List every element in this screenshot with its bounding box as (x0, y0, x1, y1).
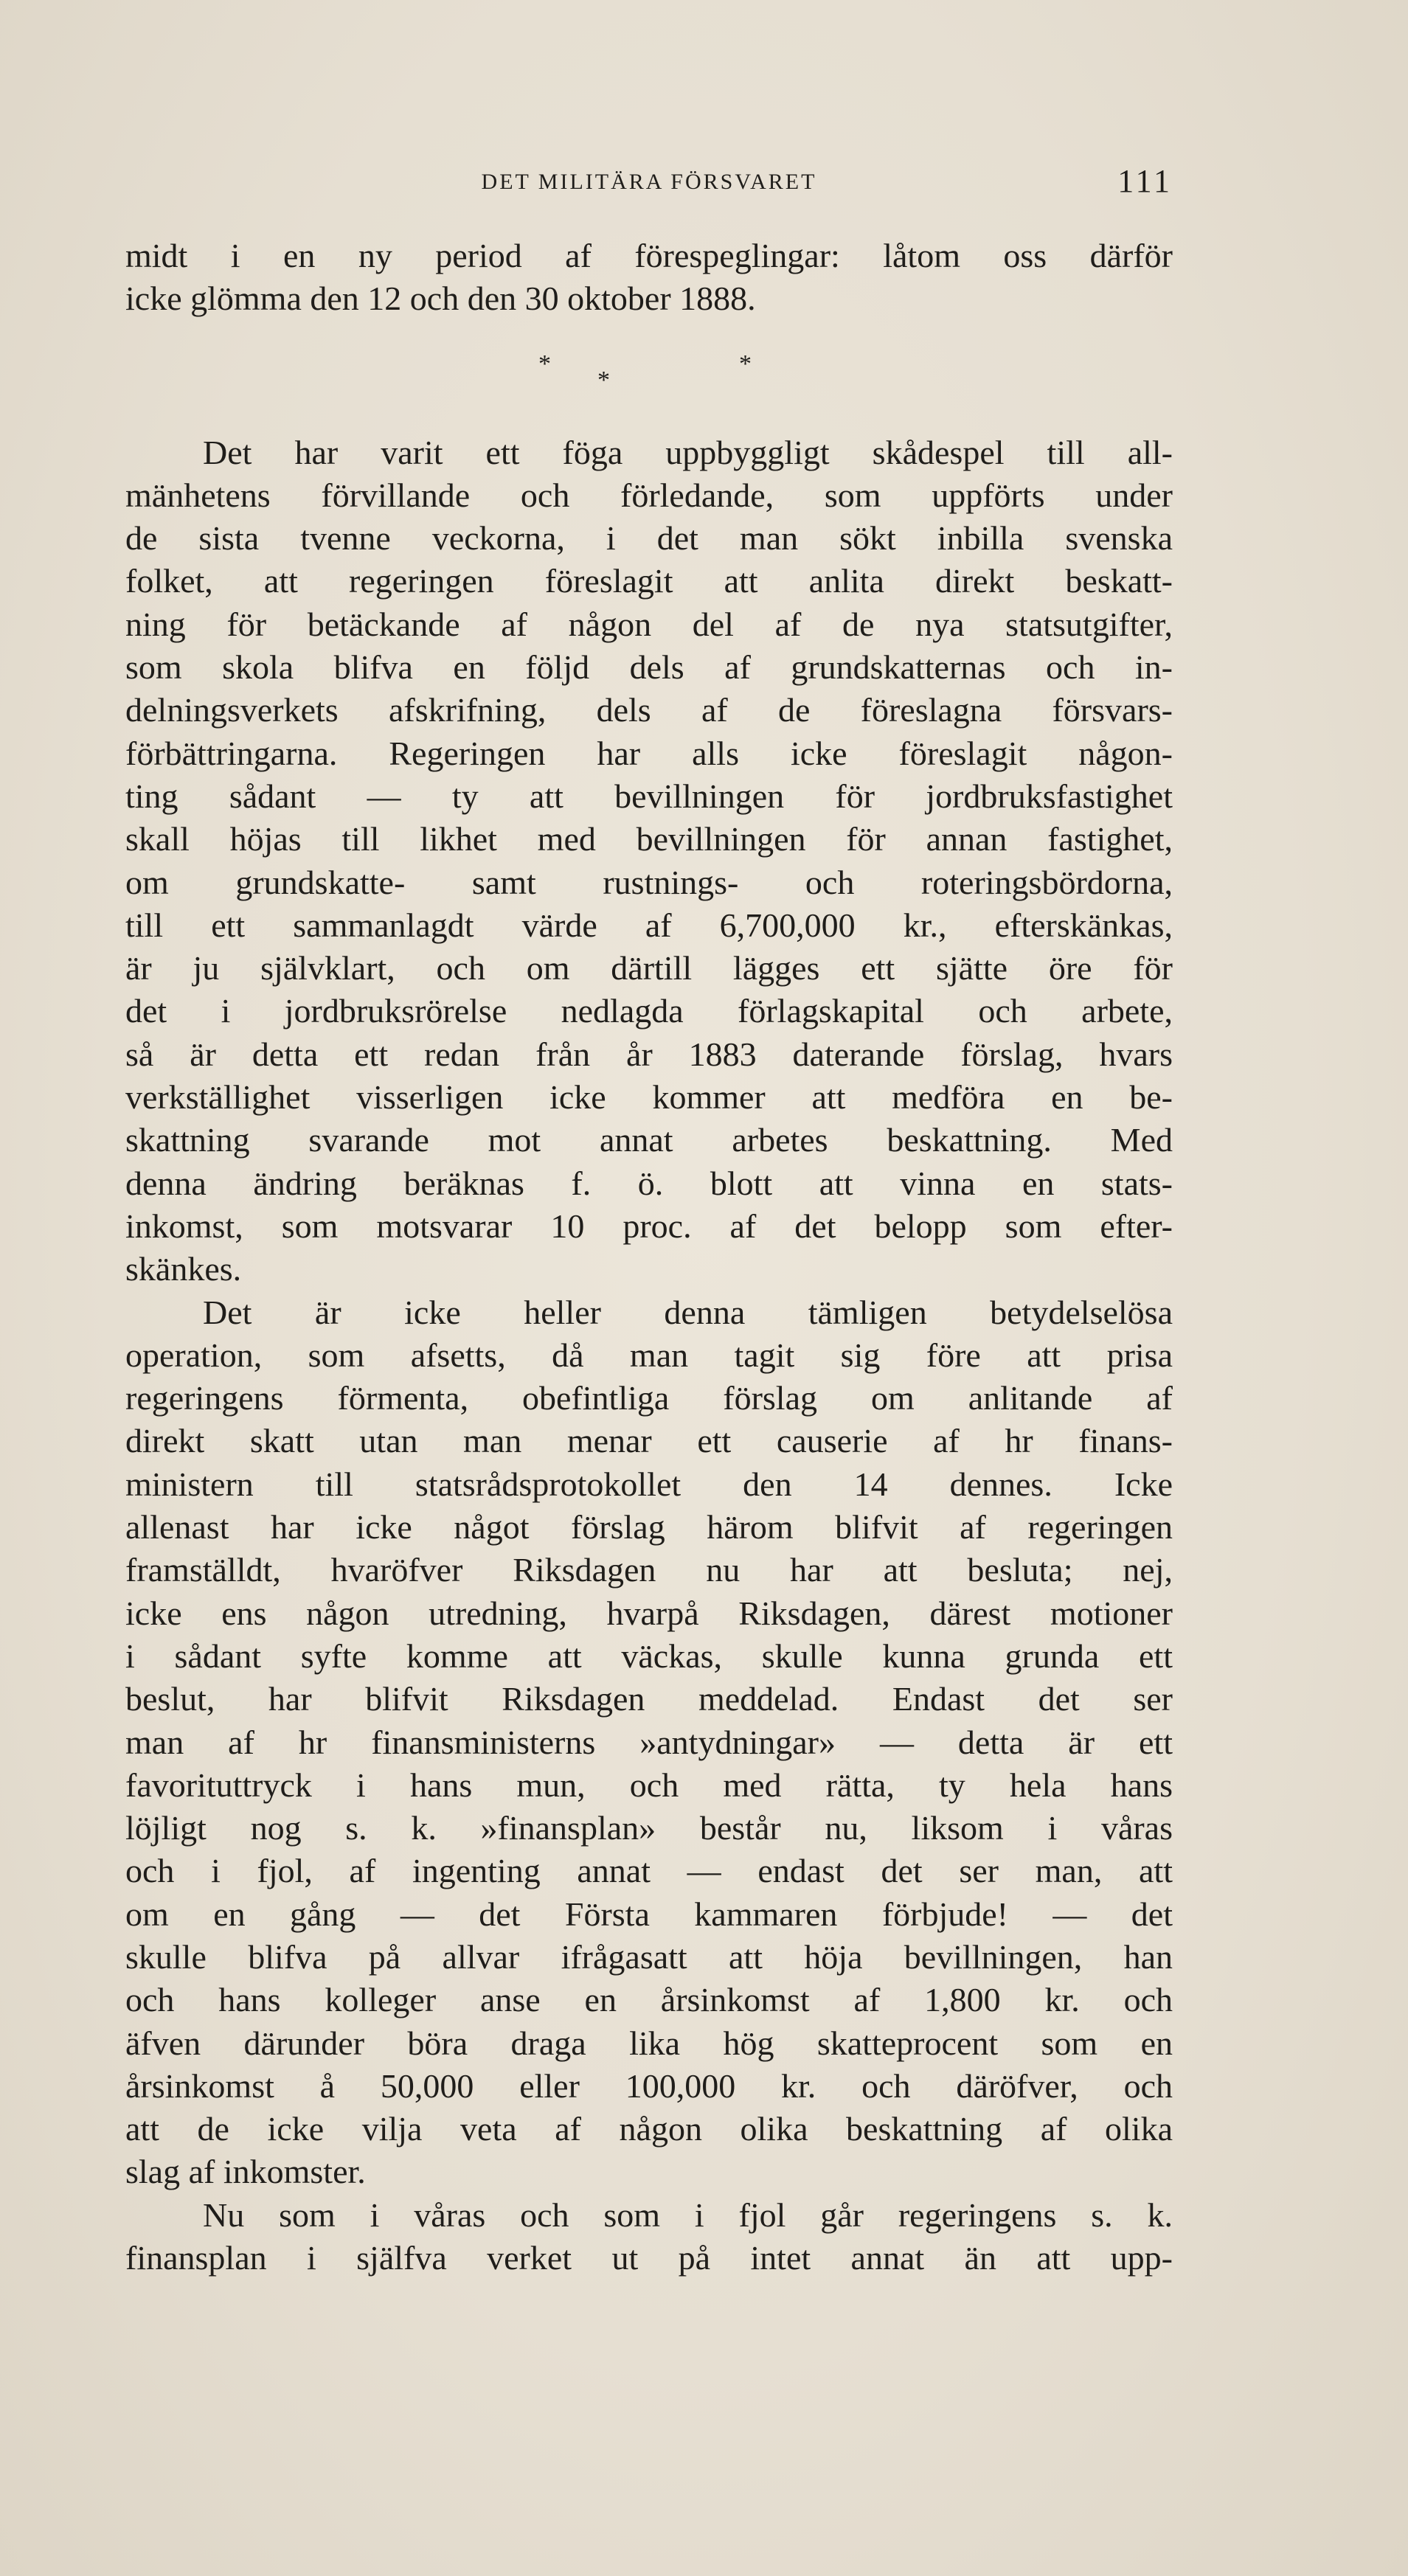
text-line: denna ändring beräknas f. ö. blott att vinna en stats- (125, 1164, 1173, 1202)
text-line: skänkes. (125, 1250, 242, 1288)
text-line: ning för betäckande af någon del af de nya statsutgifter, (125, 605, 1173, 643)
text-line: operation, som afsetts, då man tagit sig före att prisa (125, 1336, 1173, 1374)
running-head: DET MILITÄRA FÖRSVARET (481, 170, 817, 194)
text-line: icke glömma den 12 och den 30 oktober 1888. (125, 280, 756, 318)
page-number: 111 (1117, 163, 1173, 199)
text-line: och i fjol, af ingenting annat — endast det ser man, att (125, 1852, 1173, 1890)
text-line: inkomst, som motsvarar 10 proc. af det belopp som efter- (125, 1207, 1173, 1245)
text-line: årsinkomst å 50,000 eller 100,000 kr. och däröfver, och (125, 2066, 1173, 2105)
text-line: regeringens förmenta, obefintliga förslag om anlitande af (125, 1379, 1173, 1417)
asterisk: * (538, 350, 551, 378)
section-separator (125, 321, 1173, 431)
paragraph (125, 431, 1173, 1291)
asterisk: * (739, 350, 752, 378)
text-line: äfven därunder böra draga lika hög skatteprocent som en (125, 2024, 1173, 2062)
text-line: de sista tvenne veckorna, i det man sökt inbilla svenska (125, 519, 1173, 558)
text-line: slag af inkomster. (125, 2153, 366, 2191)
text-line: ting sådant — ty att bevillningen för jordbruksfastighet (125, 777, 1173, 815)
paragraph (125, 1291, 1173, 2194)
paragraph (125, 2194, 1173, 2280)
text-line: Det är icke heller denna tämligen betydelselösa (203, 1293, 1173, 1331)
text-line: beslut, har blifvit Riksdagen meddelad. Endast det ser (125, 1680, 1173, 1718)
text-line: skattning svarande mot annat arbetes beskattning. Med (125, 1121, 1173, 1159)
text-line: om en gång — det Första kammaren förbjude! — det (125, 1895, 1173, 1933)
page-header (125, 162, 1173, 206)
text-line: Det har varit ett föga uppbyggligt skådespel till all- (203, 433, 1173, 471)
text-line: verkställighet visserligen icke kommer att medföra en be- (125, 1078, 1173, 1117)
text-line: om grundskatte- samt rustnings- och roteringsbördorna, (125, 863, 1173, 901)
text-line: man af hr finansministerns »antydningar» — detta är ett (125, 1723, 1173, 1761)
text-line: mänhetens förvillande och förledande, som uppförts under (125, 476, 1173, 514)
text-line: förbättringarna. Regeringen har alls icke föreslagit någon- (125, 734, 1173, 772)
text-line: delningsverkets afskrifning, dels af de föreslagna försvars- (125, 691, 1173, 729)
text-line: midt i en ny period af förespeglingar: låtom oss därför (125, 237, 1173, 274)
text-line: löjligt nog s. k. »finansplan» består nu, liksom i våras (125, 1809, 1173, 1847)
text-line: favorituttryck i hans mun, och med rätta, ty hela hans (125, 1766, 1173, 1804)
text-line: är ju självklart, och om därtill lägges ett sjätte öre för (125, 949, 1173, 987)
text-line: folket, att regeringen föreslagit att anlita direkt beskatt- (125, 562, 1173, 600)
text-line: så är detta ett redan från år 1883 daterande förslag, hvars (125, 1035, 1173, 1073)
text-line: skulle blifva på allvar ifrågasatt att höja bevillningen, han (125, 1937, 1173, 1976)
text-line: i sådant syfte komme att väckas, skulle kunna grunda ett (125, 1636, 1173, 1675)
text-line: och hans kolleger anse en årsinkomst af 1,800 kr. och (125, 1981, 1173, 2019)
body-text (125, 235, 1173, 2280)
text-line: ministern till statsrådsprotokollet den 14 dennes. Icke (125, 1465, 1173, 1503)
text-line: som skola blifva en följd dels af grundskatternas och in- (125, 648, 1173, 687)
text-line: framställdt, hvaröfver Riksdagen nu har att besluta; nej, (125, 1551, 1173, 1589)
text-line: till ett sammanlagdt värde af 6,700,000 kr., efterskänkas, (125, 906, 1173, 944)
text-line: finansplan i själfva verket ut på intet annat än att upp- (125, 2239, 1173, 2277)
text-line: att de icke vilja veta af någon olika beskattning af olika (125, 2110, 1173, 2148)
asterisk: * (597, 366, 610, 394)
text-line: icke ens någon utredning, hvarpå Riksdagen, därest motioner (125, 1594, 1173, 1632)
paragraph (125, 235, 1173, 321)
text-line: allenast har icke något förslag härom blifvit af regeringen (125, 1508, 1173, 1546)
text-line: skall höjas till likhet med bevillningen för annan fastighet, (125, 820, 1173, 858)
text-line: det i jordbruksrörelse nedlagda förlagskapital och arbete, (125, 992, 1173, 1030)
text-line: direkt skatt utan man menar ett causerie af hr finans- (125, 1422, 1173, 1460)
text-line: Nu som i våras och som i fjol går regeringens s. k. (203, 2195, 1173, 2234)
